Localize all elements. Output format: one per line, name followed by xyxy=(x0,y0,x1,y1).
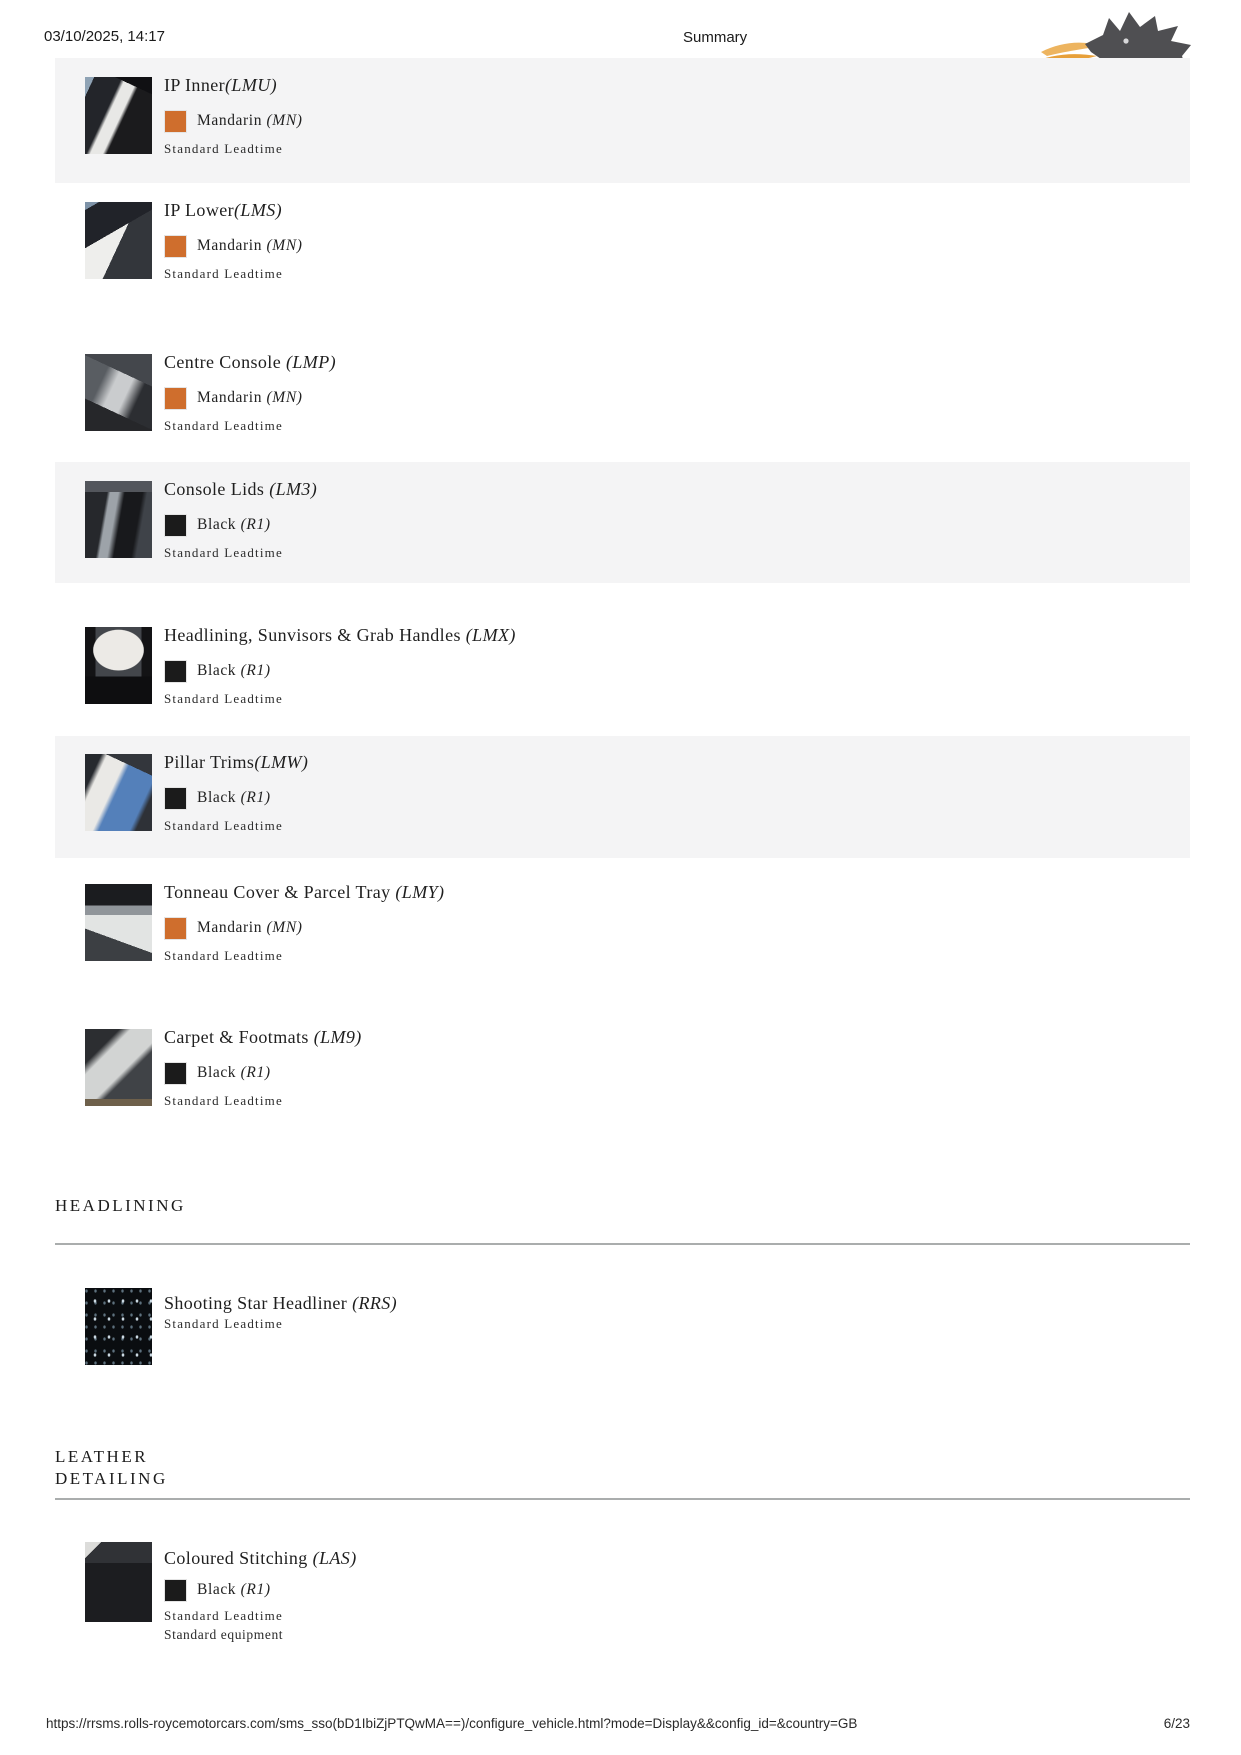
option-row-headlining-sunvisors xyxy=(85,625,516,706)
colour-label: Black (R1) xyxy=(197,789,271,806)
colour-swatch xyxy=(164,1062,187,1085)
option-row-carpet-footmats xyxy=(85,1027,362,1108)
leadtime-text: Standard Leadtime xyxy=(164,1608,283,1623)
colour-line xyxy=(164,917,444,939)
option-row-pillar-trims xyxy=(85,752,308,833)
footer-url: https://rrsms.rolls-roycemotorcars.com/sms_sso(bD1IbiZjPTQwMA==)/configure_vehicle.html?mode=Display&&config_id=&country=GB xyxy=(46,1716,858,1731)
option-title: Shooting Star Headliner (RRS) xyxy=(164,1293,398,1313)
option-thumbnail xyxy=(85,202,152,279)
leadtime-text: Standard Leadtime xyxy=(164,818,283,833)
colour-line xyxy=(164,660,516,682)
option-thumbnail xyxy=(85,754,152,831)
colour-swatch xyxy=(164,1579,187,1602)
option-title: IP Lower(LMS) xyxy=(164,200,283,220)
colour-label: Black (R1) xyxy=(197,516,271,533)
section-divider xyxy=(55,1498,1190,1500)
option-thumbnail xyxy=(85,627,152,704)
section-title-headlining: HEADLINING xyxy=(55,1196,186,1215)
colour-swatch xyxy=(164,787,187,810)
colour-label: Mandarin (MN) xyxy=(197,389,303,406)
option-title: Tonneau Cover & Parcel Tray (LMY) xyxy=(164,882,445,902)
option-title: IP Inner(LMU) xyxy=(164,75,278,95)
colour-label: Mandarin (MN) xyxy=(197,237,303,254)
colour-line xyxy=(164,787,308,809)
colour-line xyxy=(164,1579,357,1601)
option-row-tonneau-cover xyxy=(85,882,444,963)
option-thumbnail xyxy=(85,481,152,558)
colour-label: Black (R1) xyxy=(197,1581,271,1598)
equipment-note: Standard equipment xyxy=(164,1627,284,1642)
option-row-centre-console xyxy=(85,352,336,433)
colour-label: Mandarin (MN) xyxy=(197,112,303,129)
leadtime-text: Standard Leadtime xyxy=(164,418,283,433)
colour-line xyxy=(164,514,317,536)
leadtime-text: Standard Leadtime xyxy=(164,948,283,963)
leadtime-text: Standard Leadtime xyxy=(164,141,283,156)
colour-swatch xyxy=(164,660,187,683)
colour-label: Mandarin (MN) xyxy=(197,919,303,936)
option-row-shooting-star-headliner xyxy=(85,1293,397,1365)
colour-swatch xyxy=(164,110,187,133)
option-thumbnail xyxy=(85,884,152,961)
option-thumbnail xyxy=(85,1542,152,1622)
leadtime-text: Standard Leadtime xyxy=(164,1316,283,1331)
footer-page-number: 6/23 xyxy=(1163,1716,1190,1731)
option-title: Carpet & Footmats (LM9) xyxy=(164,1027,362,1047)
print-datetime: 03/10/2025, 14:17 xyxy=(44,28,165,45)
option-thumbnail xyxy=(85,77,152,154)
colour-line xyxy=(164,1062,362,1084)
leadtime-text: Standard Leadtime xyxy=(164,266,283,281)
option-title: Coloured Stitching (LAS) xyxy=(164,1548,357,1568)
option-title: Headlining, Sunvisors & Grab Handles (LMX) xyxy=(164,625,516,645)
option-title: Pillar Trims(LMW) xyxy=(164,752,309,772)
colour-line xyxy=(164,387,336,409)
option-row-coloured-stitching xyxy=(85,1548,357,1643)
leadtime-text: Standard Leadtime xyxy=(164,1093,283,1108)
leadtime-text: Standard Leadtime xyxy=(164,691,283,706)
colour-label: Black (R1) xyxy=(197,662,271,679)
option-thumbnail xyxy=(85,354,152,431)
option-row-ip-inner xyxy=(85,75,303,156)
option-thumbnail xyxy=(85,1288,152,1365)
option-thumbnail xyxy=(85,1029,152,1106)
option-title: Centre Console (LMP) xyxy=(164,352,336,372)
page-title: Summary xyxy=(683,29,748,46)
option-title: Console Lids (LM3) xyxy=(164,479,318,499)
colour-label: Black (R1) xyxy=(197,1064,271,1081)
colour-swatch xyxy=(164,514,187,537)
colour-line xyxy=(164,235,303,257)
section-title-leather-detailing: LEATHER DETAILING xyxy=(55,1447,168,1488)
colour-swatch xyxy=(164,387,187,410)
leadtime-text: Standard Leadtime xyxy=(164,545,283,560)
colour-line xyxy=(164,110,303,132)
option-row-ip-lower xyxy=(85,200,303,281)
colour-swatch xyxy=(164,235,187,258)
section-divider xyxy=(55,1243,1190,1245)
option-row-console-lids xyxy=(85,479,317,560)
colour-swatch xyxy=(164,917,187,940)
